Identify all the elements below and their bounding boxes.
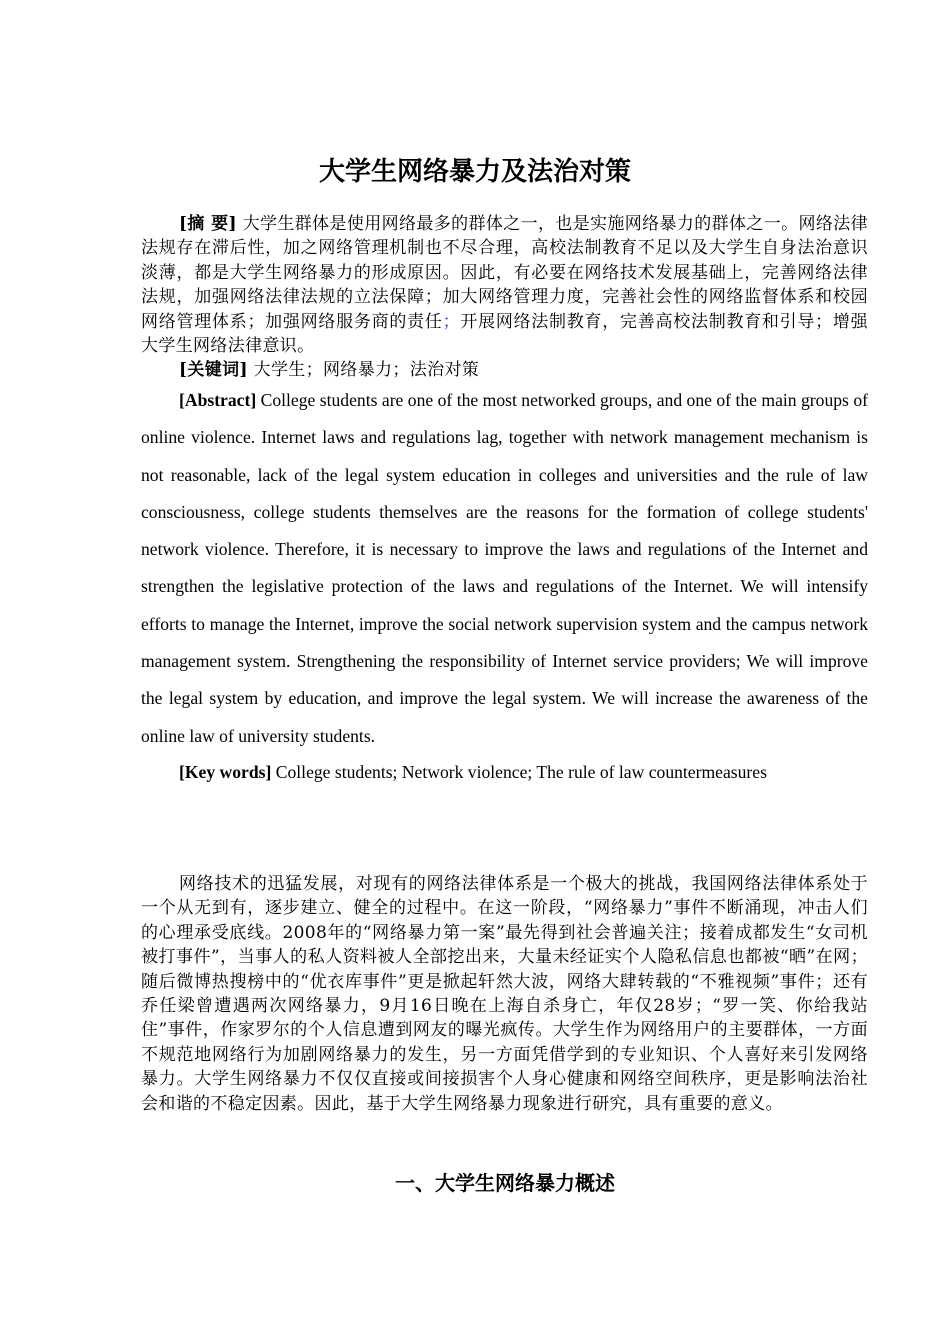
abstract-cn-paragraph [141,212,868,358]
keywords-cn-label: [关键词] [179,360,248,381]
abstract-cn-text: 大学生群体是使用网络最多的群体之一，也是实施网络暴力的群体之一。网络法律法规存在滞后性，加之网络管理机制也不尽合理，高校法制教育不足以及大学生自身法治意识淡薄，都是大学生网络暴力的形成原因。因此，有必要在网络技术发展基础上，完善网络法律法规，加强网络法律法规的立法保障；加大网络管理力度，完善社会性的网络监督体系和校园网络管理体系；加强网络服务商的责任 [141,214,868,332]
abstract-en-label: [Abstract] [179,390,257,410]
intro-paragraph: 网络技术的迅猛发展，对现有的网络法律体系是一个极大的挑战，我国网络法律体系处于一个从无到有，逐步建立、健全的过程中。在这一阶段，“网络暴力”事件不断涌现，冲击人们的心理承受底线。2008年的“网络暴力第一案”最先得到社会普遍关注；接着成都发生“女司机被打事件”，当事人的私人资料被人全部挖出来，大量未经证实个人隐私信息也都被“晒”在网；随后微博热搜榜中的“优衣库事件”更是掀起轩然大波，网络大肆转载的“不雅视频”事件；还有乔任梁曾遭遇两次网络暴力，9月16日晚在上海自杀身亡，年仅28岁；“罗一笑、你给我站住”事件，作家罗尔的个人信息遭到网友的曝光疯传。大学生作为网络用户的主要群体，一方面不规范地网络行为加剧网络暴力的发生，另一方面凭借学到的专业知识、个人喜好来引发网络暴力。大学生网络暴力不仅仅直接或间接损害个人身心健康和网络空间秩序，更是影响法治社会和谐的不稳定因素。因此，基于大学生网络暴力现象进行研究，具有重要的意义。 [141,874,868,1114]
english-abstract-block [141,382,868,789]
chinese-abstract-block [141,212,868,383]
document-title: 大学生网络暴力及法治对策 [318,157,631,187]
abstract-en-text: College students are one of the most networked groups, and one of the main groups of online violence. Internet laws and regulations lag, together with network management mechanism is not reasonable, lack of the legal system education in colleges and universities and the rule of law consciousness, college students themselves are the reasons for the formation of college students' network violence. Therefore, it is necessary to improve the laws and regulations of the Internet and strengthen the legislative protection of the laws and regulations of the Internet. We will intensify efforts to manage the Internet, improve the social network supervision system and the campus network management system. Strengthening the responsibility of Internet service providers; We will improve the legal system by education, and improve the legal system. We will increase the awareness of the online law of university students. [141,390,868,746]
abstract-cn-text-cont: 开展网络法制教育，完善高校法制教育和引导；增强大学生网络法律意识。 [141,311,868,357]
abstract-en-paragraph [141,382,868,755]
abstract-cn-label: [摘 要] [179,214,237,234]
keywords-en-paragraph [141,755,868,789]
intro-block [141,872,868,1116]
keywords-cn-paragraph [141,358,868,382]
abstract-cn-highlighted-punct: ； [442,311,460,332]
keywords-en-text: College students; Network violence; The rule of law countermeasures [271,761,767,782]
keywords-en-label: [Key words] [179,761,272,782]
section-heading: 一、大学生网络暴力概述 [395,1171,615,1195]
keywords-cn-text: 大学生；网络暴力；法治对策 [247,360,480,381]
